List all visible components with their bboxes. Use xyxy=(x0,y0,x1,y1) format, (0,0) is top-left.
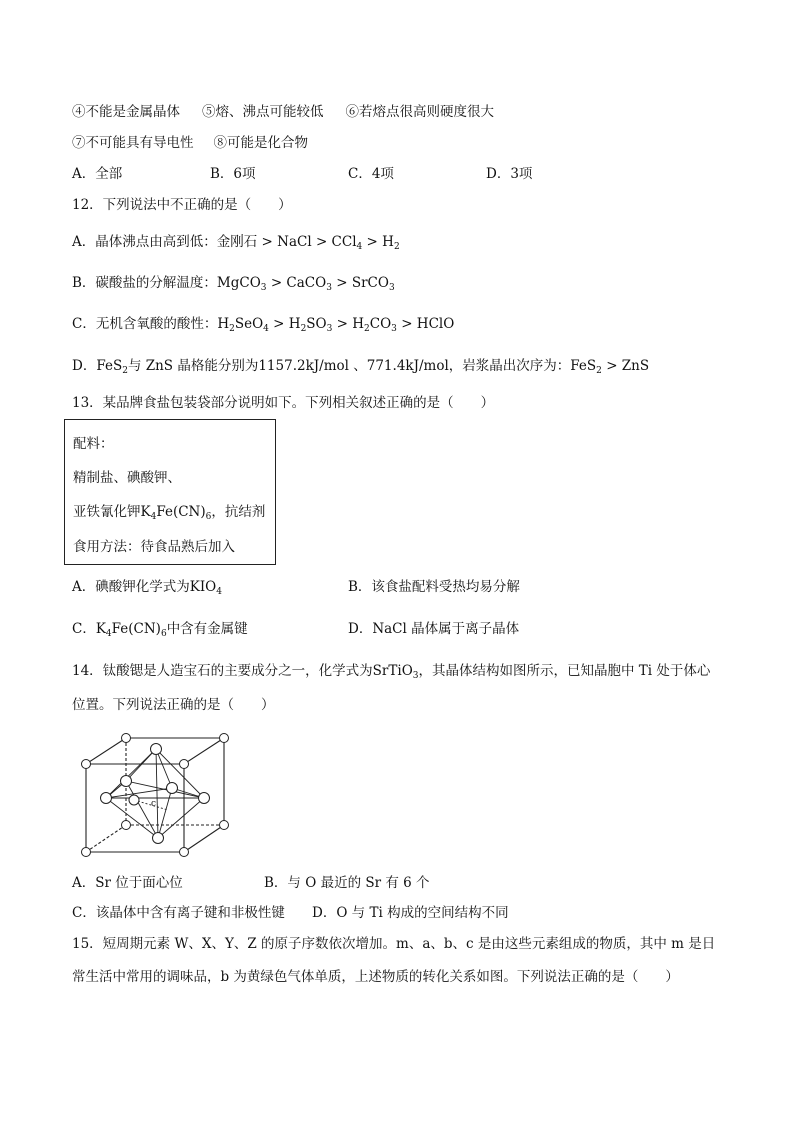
corner-atom xyxy=(180,760,189,769)
q13-box-line2: 精制盐、碘酸钾、 xyxy=(73,470,181,486)
q13-box-line4: 食用方法：待食品熟后加入 xyxy=(73,539,235,555)
q11-item-6: ⑥若熔点很高则硬度很大 xyxy=(345,104,494,120)
q11-option-d: D．3项 xyxy=(486,166,533,182)
q13-option-a: A．碘酸钾化学式为$KIO_4$ xyxy=(72,579,222,597)
corner-atom xyxy=(220,821,229,830)
q13-label-box xyxy=(64,419,276,565)
q11-option-c: C．4项 xyxy=(348,166,394,182)
face-center-atom xyxy=(199,793,210,804)
face-center-atom xyxy=(121,776,132,787)
q11-item-5: ⑤熔、沸点可能较低 xyxy=(202,104,324,120)
q13-box-line1: 配料： xyxy=(73,436,114,452)
q13-box-line3: 亚铁氰化钾$K_4Fe(CN)_6$，抗结剂 xyxy=(73,504,266,522)
q12-option-d: D．FeS$_2$与 ZnS 晶格能分别为1157.2kJ/mol 、771.4kJ/mol，岩浆晶出次序为：FeS$_2$ > ZnS xyxy=(72,358,650,376)
face-center-atom xyxy=(167,783,178,794)
q14-option-c: C．该晶体中含有离子键和非极性键 xyxy=(72,905,285,921)
face-center-atom xyxy=(101,793,112,804)
q11-item-8: ⑧可能是化合物 xyxy=(213,135,308,151)
q11-option-a: A．全部 xyxy=(72,166,123,182)
body-center-label: c xyxy=(151,799,157,809)
corner-atom xyxy=(122,821,131,830)
q11-option-b: B．6项 xyxy=(210,166,256,182)
q14-option-b: B．与 O 最近的 Sr 有 6 个 xyxy=(264,875,430,891)
corner-atom xyxy=(180,848,189,857)
corner-atom xyxy=(220,734,229,743)
q11-item-7: ⑦不可能具有导电性 xyxy=(72,135,194,151)
corner-atom xyxy=(82,848,91,857)
corner-atom xyxy=(122,734,131,743)
q13-option-b: B．该食盐配料受热均易分解 xyxy=(348,579,520,595)
q14-option-a: A．Sr 位于面心位 xyxy=(72,875,183,891)
q13-option-d: D．NaCl 晶体属于离子晶体 xyxy=(348,621,520,637)
q13-option-c: C．$K_4Fe(CN)_6$中含有金属键 xyxy=(72,621,248,639)
q11-item-4: ④不能是金属晶体 xyxy=(72,104,180,120)
q12-option-a: A．晶体沸点由高到低：金刚石 > NaCl > $CCl_4 > H_2$ xyxy=(72,234,400,252)
face-center-atom xyxy=(129,795,139,805)
face-center-atom xyxy=(153,833,164,844)
face-center-atom xyxy=(151,744,162,755)
q11-items-line1 xyxy=(72,103,494,121)
q14-option-d: D．O 与 Ti 构成的空间结构不同 xyxy=(312,905,509,921)
q15-stem-line2: 常生活中常用的调味品，b 为黄绿色气体单质，上述物质的转化关系如图。下列说法正确的是（ ） xyxy=(72,969,679,985)
q12-option-b: B．碳酸盐的分解温度：MgCO$_3$ > CaCO$_3$ > SrCO$_3$ xyxy=(72,275,395,293)
q12-option-c: C．无机含氧酸的酸性：$H_2SeO_4 > H_2SO_3 > H_2CO_3$ > HClO xyxy=(72,316,455,334)
q15-stem-line1: 15．短周期元素 W、X、Y、Z 的原子序数依次增加。m、a、b、c 是由这些元素组成的物质，其中 m 是日 xyxy=(72,936,716,952)
q13-stem: 13．某品牌食盐包装袋部分说明如下。下列相关叙述正确的是（ ） xyxy=(72,395,495,411)
q11-items-line2 xyxy=(72,134,308,152)
octahedron-edges xyxy=(106,749,204,838)
q14-stem-line1: 14．钛酸锶是人造宝石的主要成分之一，化学式为SrTiO$_3$，其晶体结构如图所示，已知晶胞中 Ti 处于体心 xyxy=(72,663,711,681)
q12-stem: 12．下列说法中不正确的是（ ） xyxy=(72,197,292,213)
corner-atom xyxy=(82,760,91,769)
q14-stem-line2: 位置。下列说法正确的是（ ） xyxy=(72,697,275,713)
crystal-structure-figure xyxy=(74,728,254,860)
